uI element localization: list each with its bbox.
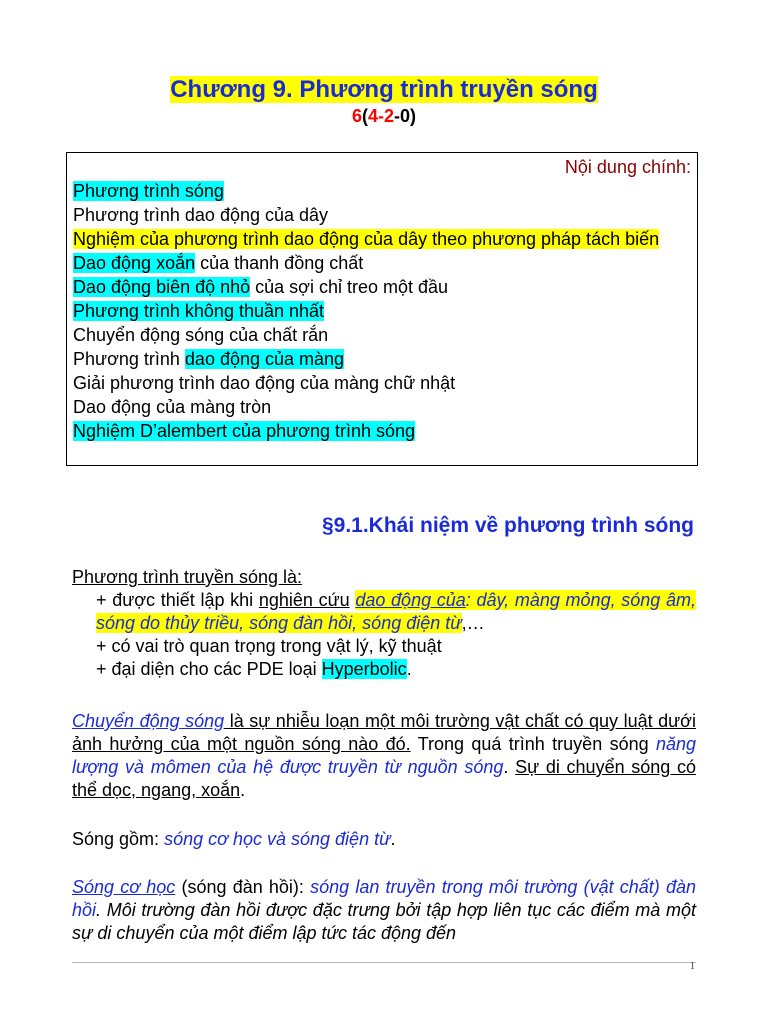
bullet-underline: nghiên cứu bbox=[258, 590, 350, 610]
bullet-highlight-tail: : dây, màng mỏng, sóng âm, sóng do thủy triều, sóng đàn hồi, sóng điện từ bbox=[96, 590, 696, 633]
contents-box bbox=[66, 152, 698, 466]
term: Sóng cơ học bbox=[72, 877, 176, 897]
item-text: của sợi chỉ treo một đầu bbox=[250, 277, 449, 297]
contents-item bbox=[73, 275, 697, 299]
term: Chuyển động sóng bbox=[72, 711, 225, 731]
intro-lead-text: Phương trình truyền sóng là: bbox=[72, 567, 302, 587]
item-text: Phương trình dao động của dây bbox=[73, 205, 329, 225]
text: Trong quá trình truyền sóng bbox=[417, 734, 656, 754]
credit-open: ( bbox=[362, 106, 368, 126]
contents-item bbox=[73, 395, 697, 419]
credit-total: 6 bbox=[351, 106, 362, 126]
chapter-title-wrap bbox=[0, 76, 768, 104]
contents-item bbox=[73, 419, 697, 443]
item-text: Giải phương trình dao động của màng chữ nhật bbox=[73, 373, 456, 393]
credit-close: -0) bbox=[394, 106, 417, 126]
contents-item bbox=[73, 347, 697, 371]
contents-list bbox=[73, 179, 697, 443]
item-text: Dao động của màng tròn bbox=[73, 397, 272, 417]
contents-item bbox=[73, 227, 697, 251]
emphasis: năng lượng và mômen của hệ được truyền từ nguồn sóng bbox=[72, 734, 697, 777]
item-text: Nghiệm D’alembert của phương trình sóng bbox=[73, 421, 416, 441]
contents-item bbox=[73, 251, 697, 275]
chapter-title: Chương 9. Phương trình truyền sóng bbox=[170, 76, 598, 103]
intro-bullet-3 bbox=[72, 658, 696, 681]
intro-lead bbox=[72, 566, 696, 589]
emphasis: sóng lan truyền trong môi trường (vật chất) đàn hồi bbox=[72, 877, 697, 920]
underlined-text: Sự di chuyển sóng có thể dọc, ngang, xoắn bbox=[72, 757, 697, 800]
item-text: Phương trình bbox=[73, 349, 185, 369]
mechanical-wave-paragraph bbox=[72, 876, 696, 945]
contents-item bbox=[73, 203, 697, 227]
contents-header: Nội dung chính: bbox=[564, 157, 691, 177]
definition: là sự nhiễu loạn một môi trường vật chất có quy luật dưới ảnh hưởng của một nguồn sóng nào đó. bbox=[72, 711, 696, 754]
item-text: Phương trình không thuần nhất bbox=[73, 301, 325, 321]
section-heading: §9.1.Khái niệm về phương trình sóng bbox=[321, 514, 694, 537]
item-text: Phương trình sóng bbox=[73, 181, 224, 201]
item-highlight: dao động của màng bbox=[184, 349, 345, 369]
contents-item bbox=[73, 179, 697, 203]
item-highlight: Dao động xoắn bbox=[73, 253, 196, 273]
item-text: Chuyển động sóng của chất rắn bbox=[73, 325, 329, 345]
bullet-text: + được thiết lập khi bbox=[96, 590, 259, 610]
text: (sóng đàn hồi): bbox=[175, 877, 311, 897]
bullet-highlight: dao động của bbox=[355, 590, 466, 610]
credit-split: 4-2 bbox=[368, 106, 395, 126]
contents-item bbox=[73, 371, 697, 395]
bullet-end: ,… bbox=[461, 613, 485, 633]
item-text: của thanh đồng chất bbox=[195, 253, 364, 273]
item-text: Nghiệm của phương trình dao động của dây theo phương pháp tách biến bbox=[73, 229, 660, 249]
bullet-highlight: Hyperbolic bbox=[321, 659, 407, 679]
bullet-text: + có vai trò quan trọng trong vật lý, kỹ thuật bbox=[96, 636, 442, 656]
intro-bullet-2 bbox=[72, 635, 696, 658]
emphasis: sóng cơ học và sóng điện từ bbox=[164, 829, 391, 849]
footer-divider bbox=[72, 962, 696, 963]
item-highlight: Dao động biên độ nhỏ bbox=[73, 277, 251, 297]
text: Sóng gồm: bbox=[72, 829, 165, 849]
italic-text: . Môi trường đàn hồi được đặc trưng bởi tập hợp liên tục các điểm mà một sự di chuyển của một điểm lập tức tác động đến bbox=[72, 900, 696, 943]
page-number: 1 bbox=[690, 961, 695, 972]
credit-line bbox=[0, 106, 768, 127]
wave-types-paragraph bbox=[72, 828, 696, 851]
bullet-text: + đại diện cho các PDE loại bbox=[96, 659, 322, 679]
contents-item bbox=[73, 323, 697, 347]
text: . bbox=[240, 780, 246, 800]
text: . bbox=[503, 757, 516, 777]
intro-paragraph bbox=[72, 566, 696, 681]
contents-item bbox=[73, 299, 697, 323]
intro-bullet-1 bbox=[72, 589, 696, 635]
bullet-end: . bbox=[406, 659, 412, 679]
text: . bbox=[390, 829, 396, 849]
wave-motion-paragraph bbox=[72, 710, 696, 802]
